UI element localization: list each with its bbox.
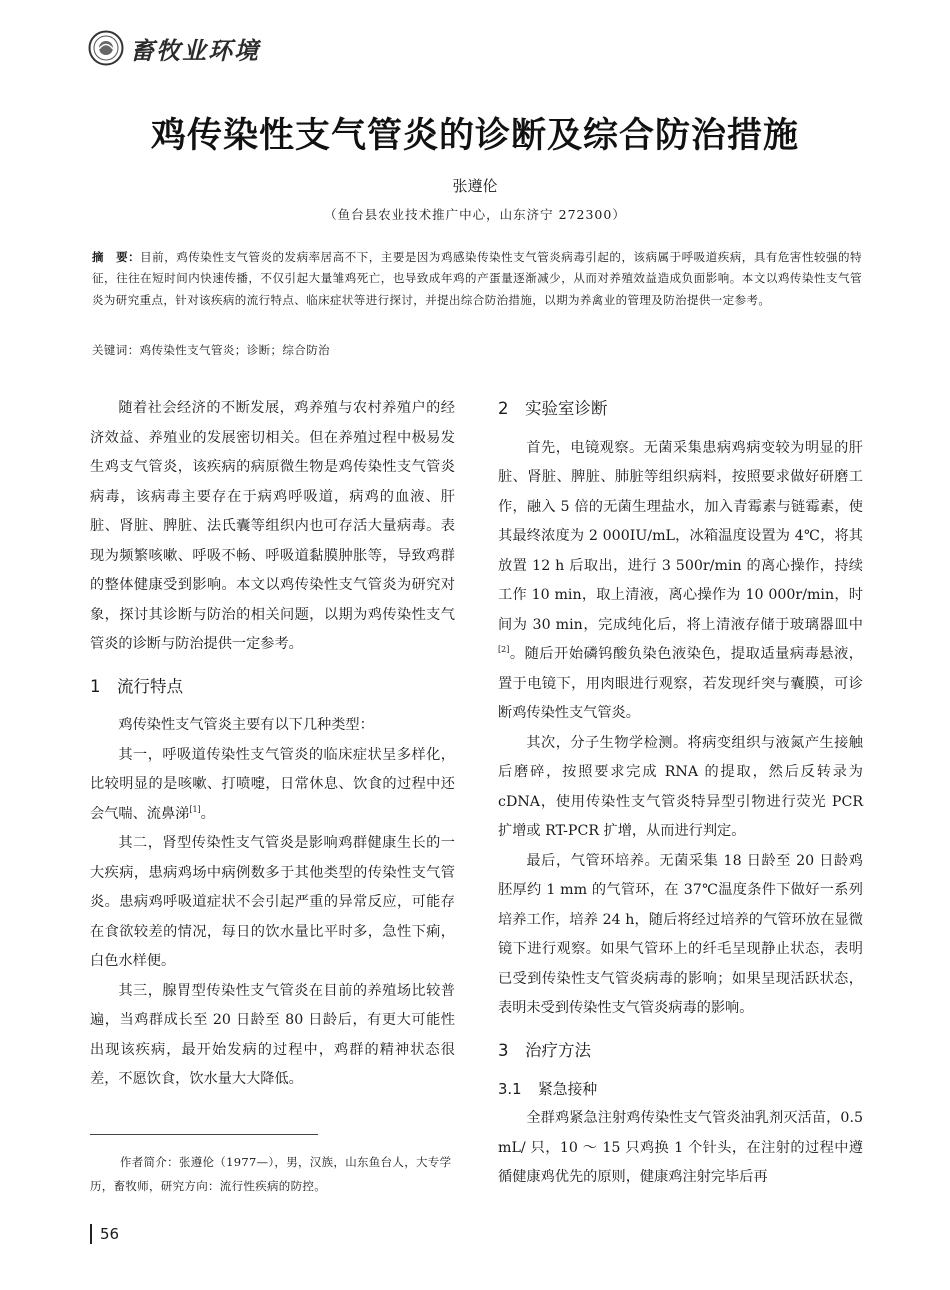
section-3-1-heading — [498, 1075, 863, 1104]
section-2-paragraph-1 — [498, 434, 863, 729]
citation-ref-2: [2] — [498, 645, 510, 654]
right-column — [498, 394, 863, 1193]
abstract-label: 摘 要： — [92, 250, 141, 264]
footnote-divider — [90, 1134, 318, 1135]
keywords-label: 关键词： — [92, 343, 140, 357]
intro-paragraph: 随着社会经济的不断发展，鸡养殖与农村养殖户的经济效益、养殖业的发展密切相关。但在养殖过程中极易发生鸡支气管炎，该疾病的病原微生物是鸡传染性支气管炎病毒，该病毒主要存在于病鸡呼吸道，病鸡的血液、肝脏、肾脏、脾脏、法氏囊等组织内也可存活大量病毒。表现为频繁咳嗽、呼吸不畅、呼吸道黏膜肿胀等，导致鸡群的整体健康受到影响。本文以鸡传染性支气管炎为研究对象，探讨其诊断与防治的相关问题，以期为鸡传染性支气管炎的诊断与防治提供一定参考。 — [90, 400, 455, 652]
section-2-paragraph-3: 最后，气管环培养。无菌采集 18 日龄至 20 日龄鸡胚厚约 1 mm 的气管环，在 37℃温度条件下做好一系列培养工作，培养 24 h，随后将经过培养的气管环放在显微镜下进行观察。如果气管环上的纤毛呈现静止状态，表明已受到传染性支气管炎病毒的影响；如果呈现活跃状态，表明未受到传染性支气管炎病毒的影响。 — [498, 852, 863, 1016]
section-2-heading — [498, 394, 863, 424]
abstract-text: 目前，鸡传染性支气管炎的发病率居高不下，主要是因为鸡感染传染性支气管炎病毒引起的，该病属于呼吸道疾病，具有危害性较强的特征，往往在短时间内快速传播，不仅引起大量雏鸡死亡，也导致成年鸡的产蛋量逐渐减少，从而对养殖效益造成负面影响。本文以鸡传染性支气管炎为研究重点，针对该疾病的流行特点、临床症状等进行探讨，并提出综合防治措施，以期为养禽业的管理及防治提供一定参考。 — [92, 250, 862, 307]
keywords-text: 鸡传染性支气管炎；诊断；综合防治 — [139, 343, 331, 357]
section-3-1-title: 紧急接种 — [538, 1081, 598, 1098]
author-footnote: 作者简介：张遵伦（1977—），男，汉族，山东鱼台人，大专学历，畜牧师，研究方向：流行性疾病的防控。 — [90, 1155, 452, 1193]
section-3-heading — [498, 1036, 863, 1066]
page-number: 56 — [100, 1225, 120, 1243]
journal-logo — [88, 30, 260, 66]
journal-emblem-icon — [88, 30, 124, 66]
paragraph-text: 首先，电镜观察。无菌采集患病鸡病变较为明显的肝脏、肾脏、脾脏、肺脏等组织病料，按照要求做好研磨工作，融入 5 倍的无菌生理盐水，加入青霉素与链霉素，使其最终浓度为 2 000IU/mL，冰箱温度设置为 4℃，将其放置 12 h 后取出，进行 3 500r/min 的离心操作，持续工作 10 min，取上清液，离心操作为 10 000r/min，时间为 30 min，完成纯化后，将上清液存储于玻璃器皿中 — [498, 439, 863, 633]
section-1-paragraph-1: 鸡传染性支气管炎主要有以下几种类型： — [118, 717, 374, 733]
author-affiliation: （鱼台县农业技术推广中心，山东济宁 272300） — [324, 207, 626, 222]
section-3-title: 治疗方法 — [525, 1040, 591, 1060]
section-1-title: 流行特点 — [117, 676, 183, 696]
citation-ref-1: [1] — [189, 804, 201, 814]
paragraph-text: 其一，呼吸道传染性支气管炎的临床症状呈多样化，比较明显的是咳嗽、打喷嚏，日常休息、饮食的过程中还会气喘、流鼻涕 — [90, 746, 455, 822]
article-author: 张遵伦 — [452, 177, 498, 195]
section-1-paragraph-3: 其二，肾型传染性支气管炎是影响鸡群健康生长的一大疾病，患病鸡场中病例数多于其他类型的传染性支气管炎。患病鸡呼吸道症状不会引起严重的异常反应，可能存在食欲较差的情况，每日的饮水量比平时多，急性下痢，白色水样便。 — [90, 835, 455, 969]
paragraph-end: 。 — [200, 805, 215, 822]
section-1-number: 1 — [90, 676, 101, 696]
journal-name: 畜牧业环境 — [130, 35, 260, 65]
keywords — [92, 340, 862, 360]
section-2-title: 实验室诊断 — [525, 399, 608, 418]
article-title: 鸡传染性支气管炎的诊断及综合防治措施 — [150, 116, 799, 156]
paragraph-end: 。随后开始磷钨酸负染色液染色，提取适量病毒悬液，置于电镜下，用肉眼进行观察，若发现纤突与囊膜，可诊断鸡传染性支气管炎。 — [498, 646, 863, 721]
section-3-1-number: 3.1 — [498, 1081, 522, 1098]
section-1-paragraph-4: 其三，腺胃型传染性支气管炎在目前的养殖场比较普遍，当鸡群成长至 20 日龄至 80 日龄后，有更大可能性出现该疾病，最开始发病的过程中，鸡群的精神状态很差，不愿饮食，饮水量大大降低。 — [90, 982, 455, 1087]
section-1-paragraph-2 — [90, 741, 455, 830]
section-2-paragraph-2: 其次，分子生物学检测。将病变组织与液氮产生接触后磨碎，按照要求完成 RNA 的提取，然后反转录为 cDNA，使用传染性支气管炎特异型引物进行荧光 PCR 扩增或 RT-PCR 扩增，从而进行判定。 — [498, 734, 863, 839]
section-2-number: 2 — [498, 399, 509, 418]
left-column — [90, 394, 455, 1095]
section-1-heading — [90, 672, 455, 702]
section-3-1-paragraph-1: 全群鸡紧急注射鸡传染性支气管炎油乳剂灭活苗，0.5 mL/ 只，10 ～ 15 只鸡换 1 个针头，在注射的过程中遵循健康鸡优先的原则，健康鸡注射完毕后再 — [498, 1110, 863, 1185]
section-3-number: 3 — [498, 1040, 509, 1060]
page-number-bar — [90, 1224, 92, 1244]
abstract — [92, 247, 862, 311]
